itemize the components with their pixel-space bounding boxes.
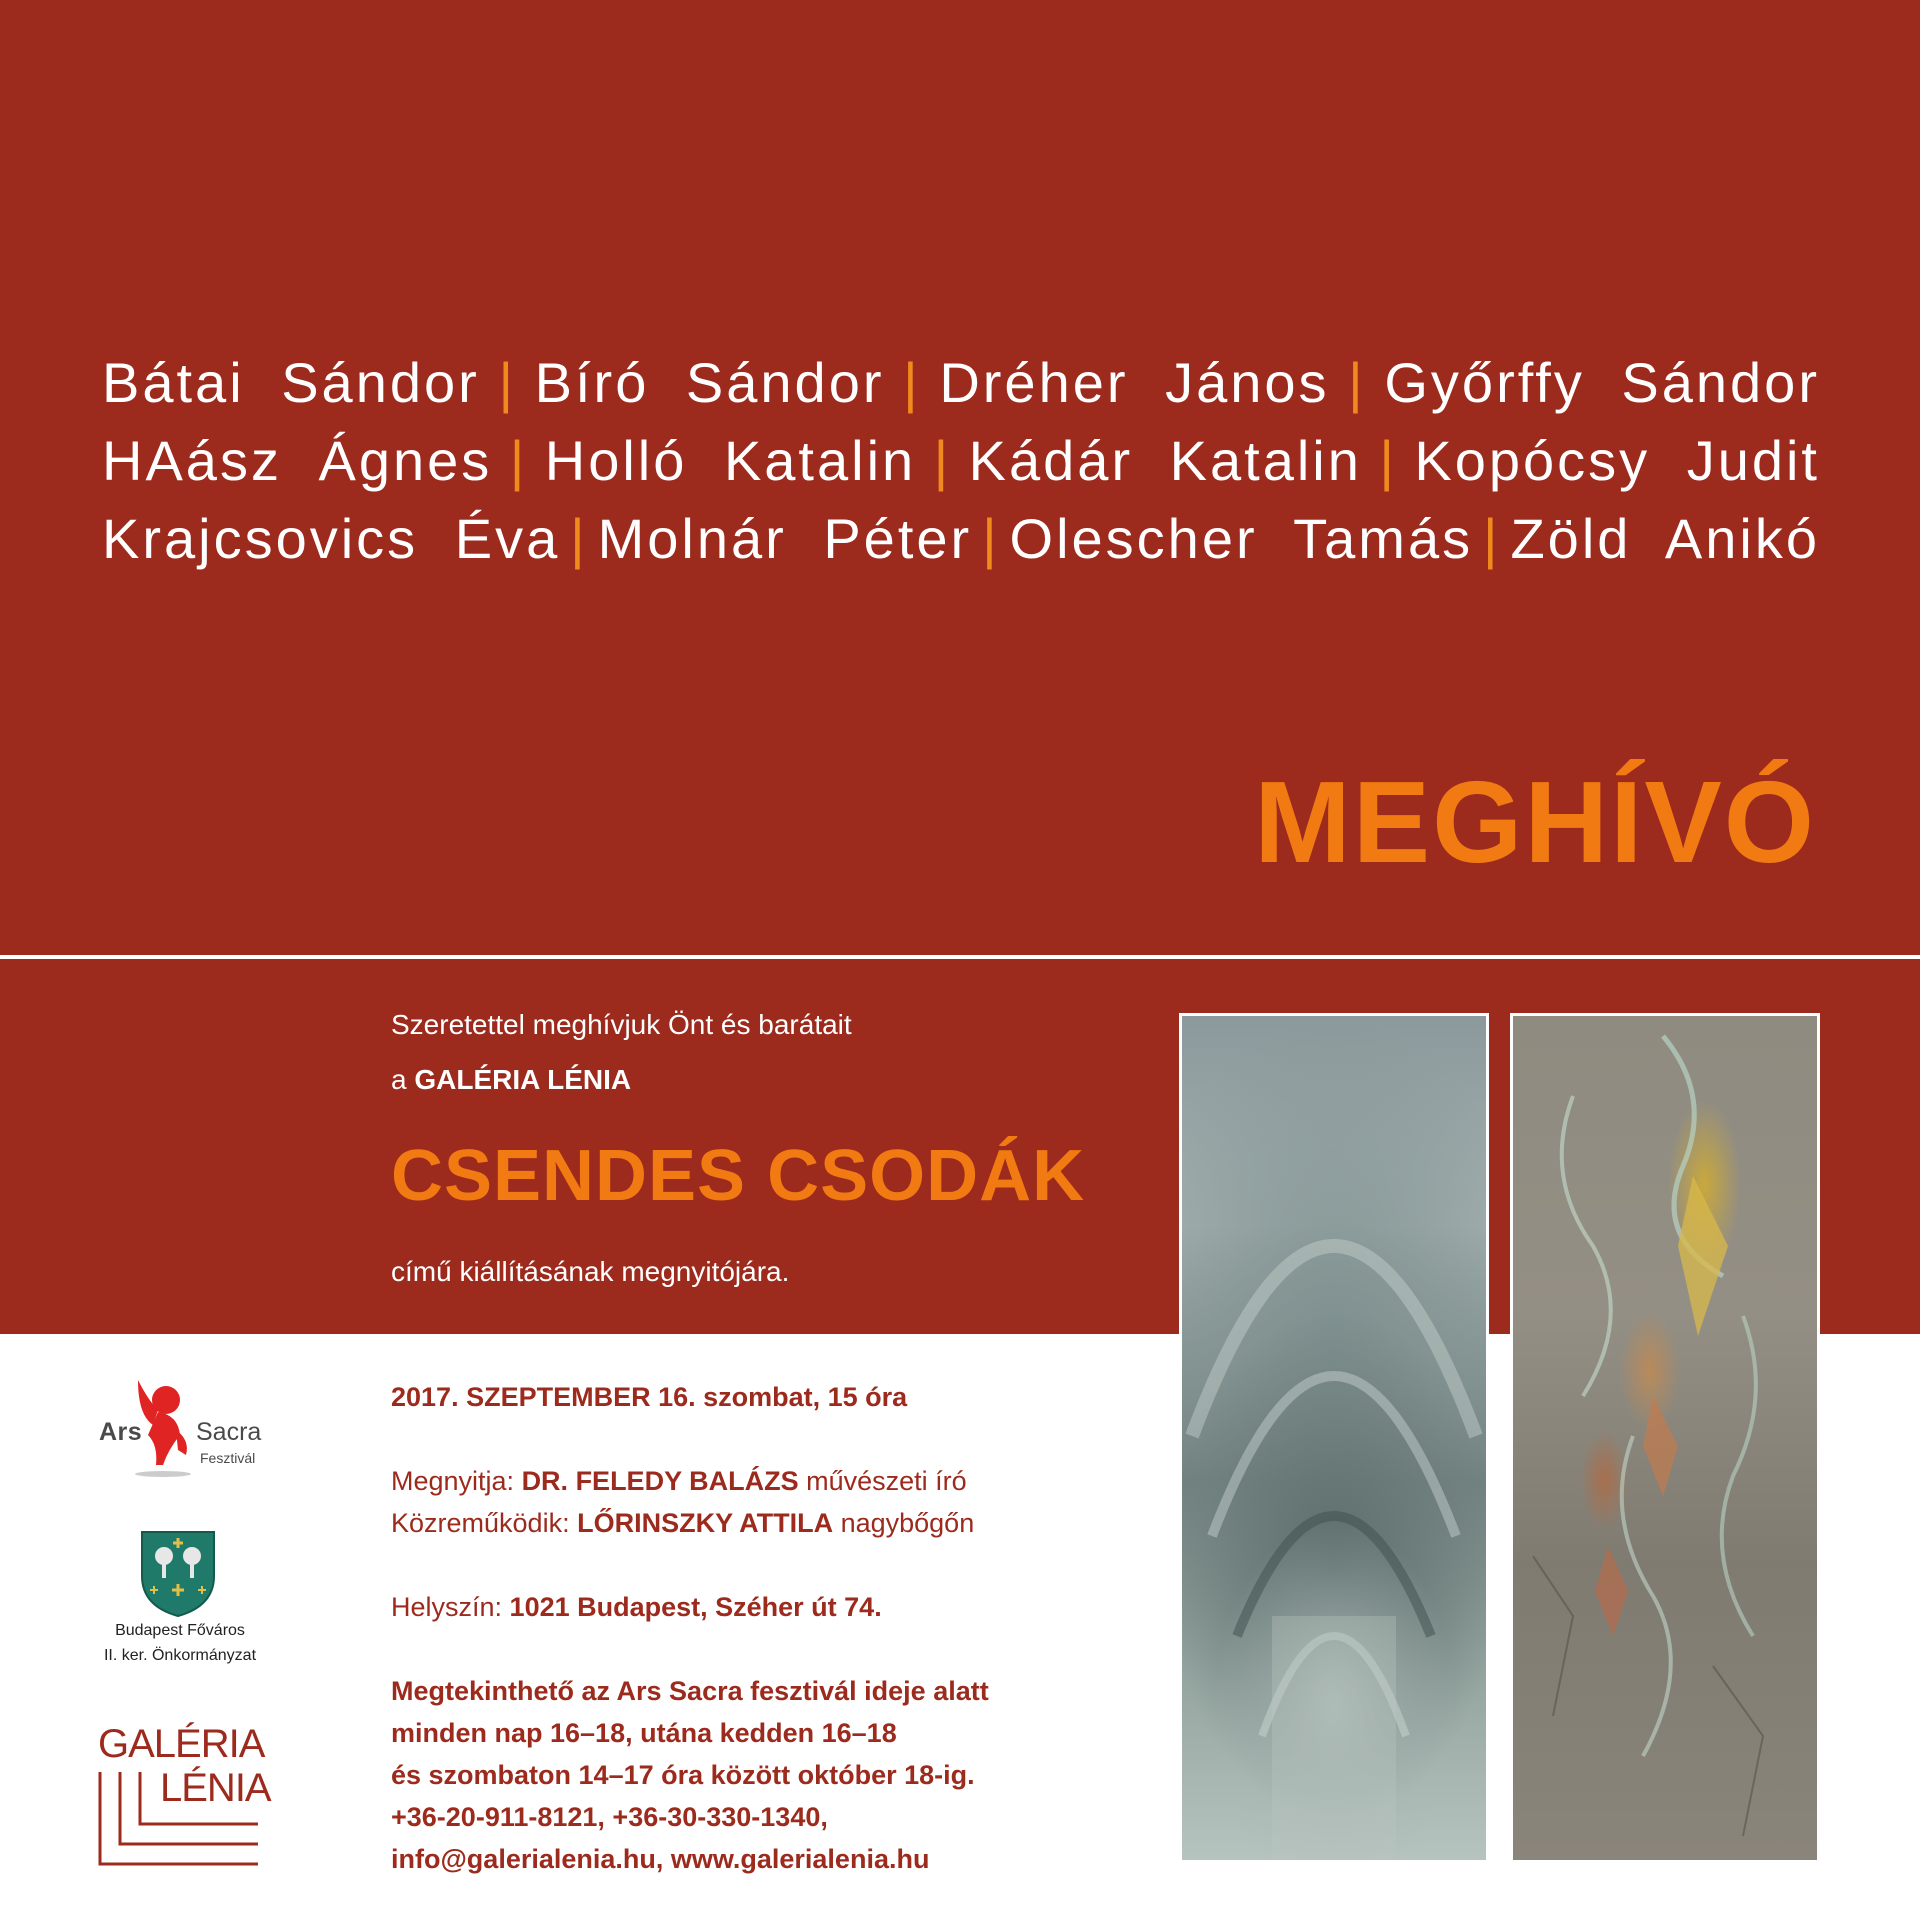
artist-name: Olescher Tamás (1009, 507, 1474, 570)
district-name-line-1: Budapest Főváros (115, 1622, 245, 1639)
opener-role: művészeti író (798, 1466, 967, 1496)
artist-name: Győrffy Sándor (1384, 351, 1820, 414)
artist-row (102, 350, 1820, 428)
artist-separator: | (570, 507, 588, 570)
artist-name: Krajcsovics Éva (102, 507, 561, 570)
gallery-prefix: a (391, 1064, 415, 1095)
artist-separator: | (1379, 429, 1397, 492)
exhibition-title: CSENDES CSODÁK (391, 1136, 1086, 1216)
coat-of-arms-icon (138, 1528, 218, 1618)
artist-name: Holló Katalin (544, 429, 917, 492)
hours-line: Megtekinthető az Ars Sacra fesztivál ideje alatt (391, 1676, 989, 1706)
artist-separator: | (1348, 351, 1366, 414)
ars-sacra-logo (96, 1370, 276, 1482)
opener-line (391, 1460, 989, 1502)
artist-name: Kopócsy Judit (1414, 429, 1820, 492)
artist-separator: | (933, 429, 952, 492)
event-date (391, 1376, 989, 1418)
artist-name: Bíró Sándor (534, 351, 885, 414)
artist-name: Molnár Péter (597, 507, 973, 570)
gallery-logo-lines-icon (98, 1772, 258, 1867)
venue-address: 1021 Budapest, Széher út 74. (509, 1592, 882, 1622)
gallery-logo-word-1: GALÉRIA (98, 1722, 265, 1766)
artist-row (102, 506, 1820, 584)
hours-line: és szombaton 14–17 óra között október 18-ig. (391, 1760, 975, 1790)
invitation-gallery-line (391, 1064, 631, 1096)
painting-abstract-flow (1510, 1013, 1820, 1863)
contact-email-web: info@galerialenia.hu, www.galerialenia.hu (391, 1844, 930, 1874)
gallery-logo-word-2: LÉNIA (160, 1766, 271, 1810)
performer-label: Közreműködik: (391, 1508, 578, 1538)
artist-separator: | (498, 351, 516, 414)
artist-separator: | (1483, 507, 1501, 570)
artist-separator: | (982, 507, 1000, 570)
venue-label: Helyszín: (391, 1592, 510, 1622)
artist-name: Zöld Anikó (1510, 507, 1820, 570)
opener-name: DR. FELEDY BALÁZS (521, 1466, 799, 1496)
ars-sacra-word-1: Ars (99, 1418, 143, 1446)
artist-separator: | (903, 351, 921, 414)
performer-line (391, 1502, 989, 1544)
artist-name: Bátai Sándor (102, 351, 480, 414)
artist-name: Kádár Katalin (968, 429, 1362, 492)
painting-arched-corridor (1179, 1013, 1489, 1863)
abstract-painting-image (1513, 1016, 1817, 1860)
event-details (391, 1376, 989, 1880)
event-date-text: 2017. SZEPTEMBER 16. szombat, 15 óra (391, 1382, 908, 1412)
invitation-greeting: Szeretettel meghívjuk Önt és barátait (391, 1009, 852, 1040)
performer-name: LŐRINSZKY ATTILA (577, 1508, 834, 1538)
invitation-heading: MEGHÍVÓ (1254, 757, 1816, 887)
opening-hours (391, 1670, 989, 1880)
opener-label: Megnyitja: (391, 1466, 522, 1496)
hours-line: minden nap 16–18, utána kedden 16–18 (391, 1718, 897, 1748)
event-people (391, 1460, 989, 1544)
galeria-lenia-logo (98, 1722, 271, 1867)
artist-row (102, 428, 1820, 506)
phone-numbers: +36-20-911-8121, +36-30-330-1340, (391, 1802, 828, 1832)
ars-sacra-word-3: Fesztivál (200, 1450, 256, 1466)
artist-name: Dréher János (939, 351, 1330, 414)
gallery-name: GALÉRIA LÉNIA (414, 1064, 632, 1095)
district-name-line-2: II. ker. Önkormányzat (103, 1647, 257, 1664)
artist-list (102, 350, 1820, 584)
arch-painting-image (1182, 1016, 1486, 1860)
invitation-closing-line: című kiállításának megnyitójára. (391, 1256, 790, 1287)
venue-line (391, 1586, 989, 1628)
artist-separator: | (509, 429, 528, 492)
performer-role: nagybőgőn (833, 1508, 975, 1538)
artist-name: HAász Ágnes (102, 429, 493, 492)
ars-sacra-word-2: Sacra (196, 1418, 262, 1446)
